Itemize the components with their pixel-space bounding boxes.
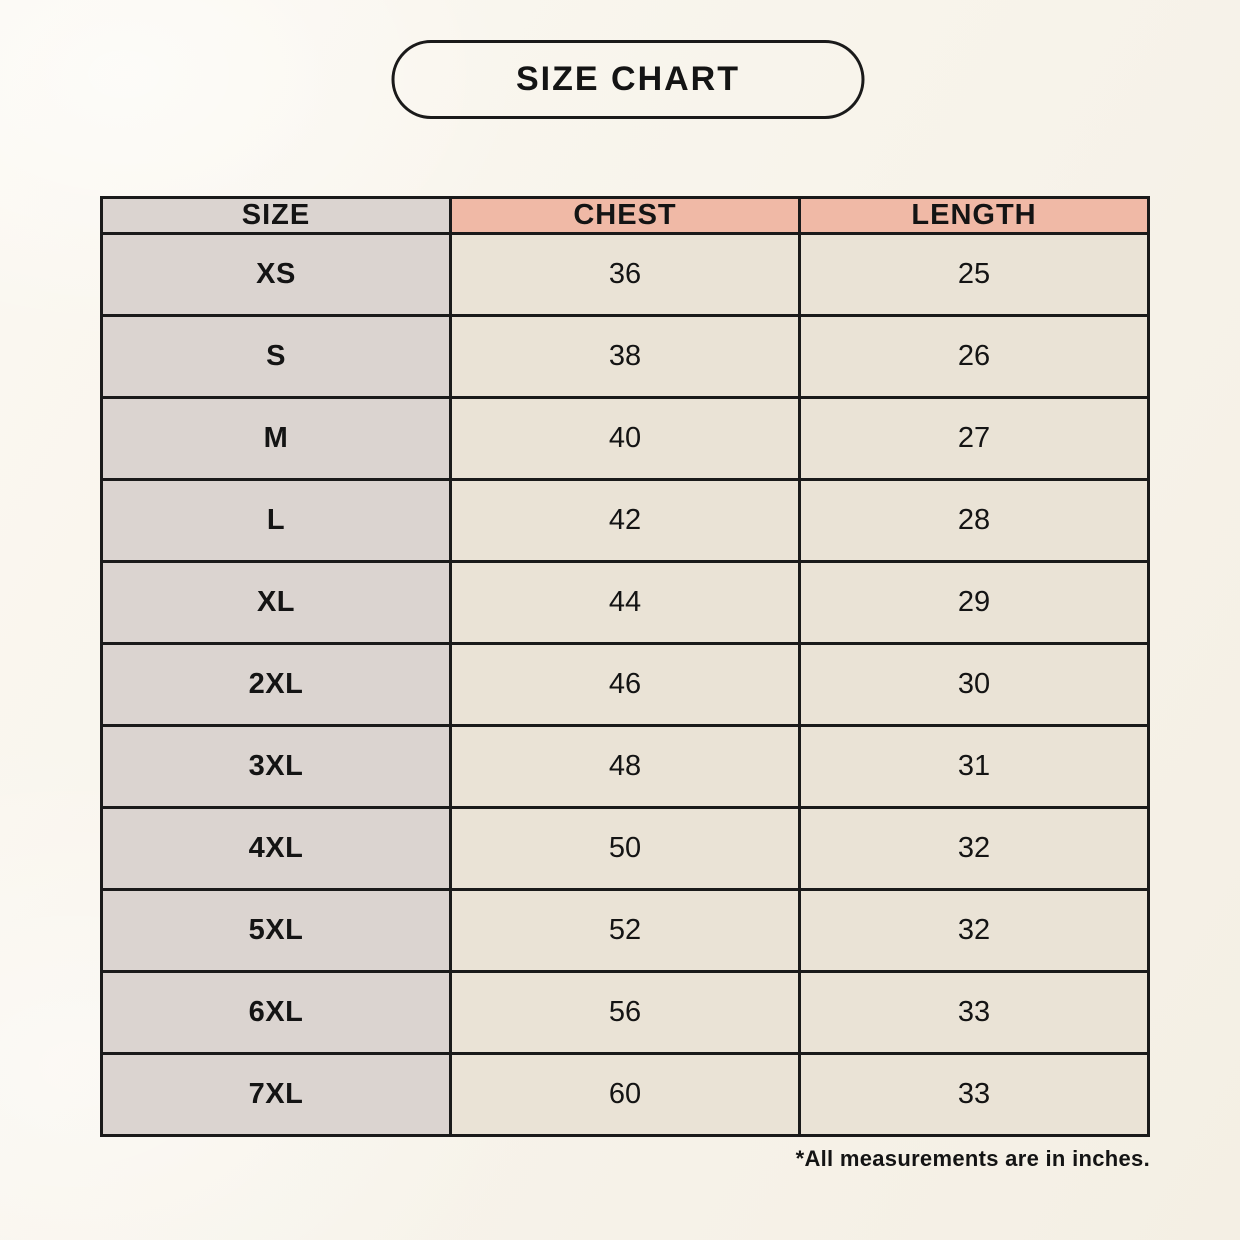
column-header-length: LENGTH xyxy=(800,198,1149,234)
length-cell: 28 xyxy=(800,480,1149,562)
size-cell: 6XL xyxy=(102,972,451,1054)
length-cell: 32 xyxy=(800,890,1149,972)
size-cell: 5XL xyxy=(102,890,451,972)
table-row xyxy=(102,890,1149,972)
size-cell: M xyxy=(102,398,451,480)
length-cell: 31 xyxy=(800,726,1149,808)
size-cell: S xyxy=(102,316,451,398)
table-row xyxy=(102,644,1149,726)
chest-cell: 36 xyxy=(451,234,800,316)
length-cell: 29 xyxy=(800,562,1149,644)
chest-cell: 42 xyxy=(451,480,800,562)
table-row xyxy=(102,972,1149,1054)
size-cell: XL xyxy=(102,562,451,644)
table-row xyxy=(102,1054,1149,1136)
chest-cell: 38 xyxy=(451,316,800,398)
size-cell: 3XL xyxy=(102,726,451,808)
size-cell: 4XL xyxy=(102,808,451,890)
chest-cell: 60 xyxy=(451,1054,800,1136)
table-row xyxy=(102,480,1149,562)
length-cell: 33 xyxy=(800,972,1149,1054)
size-cell: 2XL xyxy=(102,644,451,726)
size-cell: XS xyxy=(102,234,451,316)
size-table-wrap xyxy=(100,196,1150,1137)
length-cell: 27 xyxy=(800,398,1149,480)
chest-cell: 48 xyxy=(451,726,800,808)
length-cell: 25 xyxy=(800,234,1149,316)
column-header-size: SIZE xyxy=(102,198,451,234)
table-row xyxy=(102,234,1149,316)
length-cell: 30 xyxy=(800,644,1149,726)
column-header-chest: CHEST xyxy=(451,198,800,234)
size-table xyxy=(100,196,1150,1137)
table-row xyxy=(102,398,1149,480)
title-pill xyxy=(392,40,865,119)
header-row xyxy=(102,198,1149,234)
table-row xyxy=(102,316,1149,398)
table-row xyxy=(102,562,1149,644)
page-title: SIZE CHART xyxy=(516,60,740,98)
chest-cell: 40 xyxy=(451,398,800,480)
chest-cell: 50 xyxy=(451,808,800,890)
chest-cell: 56 xyxy=(451,972,800,1054)
chest-cell: 46 xyxy=(451,644,800,726)
size-cell: 7XL xyxy=(102,1054,451,1136)
length-cell: 26 xyxy=(800,316,1149,398)
length-cell: 33 xyxy=(800,1054,1149,1136)
table-row xyxy=(102,808,1149,890)
table-row xyxy=(102,726,1149,808)
chest-cell: 52 xyxy=(451,890,800,972)
footnote: *All measurements are in inches. xyxy=(795,1146,1150,1171)
size-cell: L xyxy=(102,480,451,562)
length-cell: 32 xyxy=(800,808,1149,890)
chest-cell: 44 xyxy=(451,562,800,644)
